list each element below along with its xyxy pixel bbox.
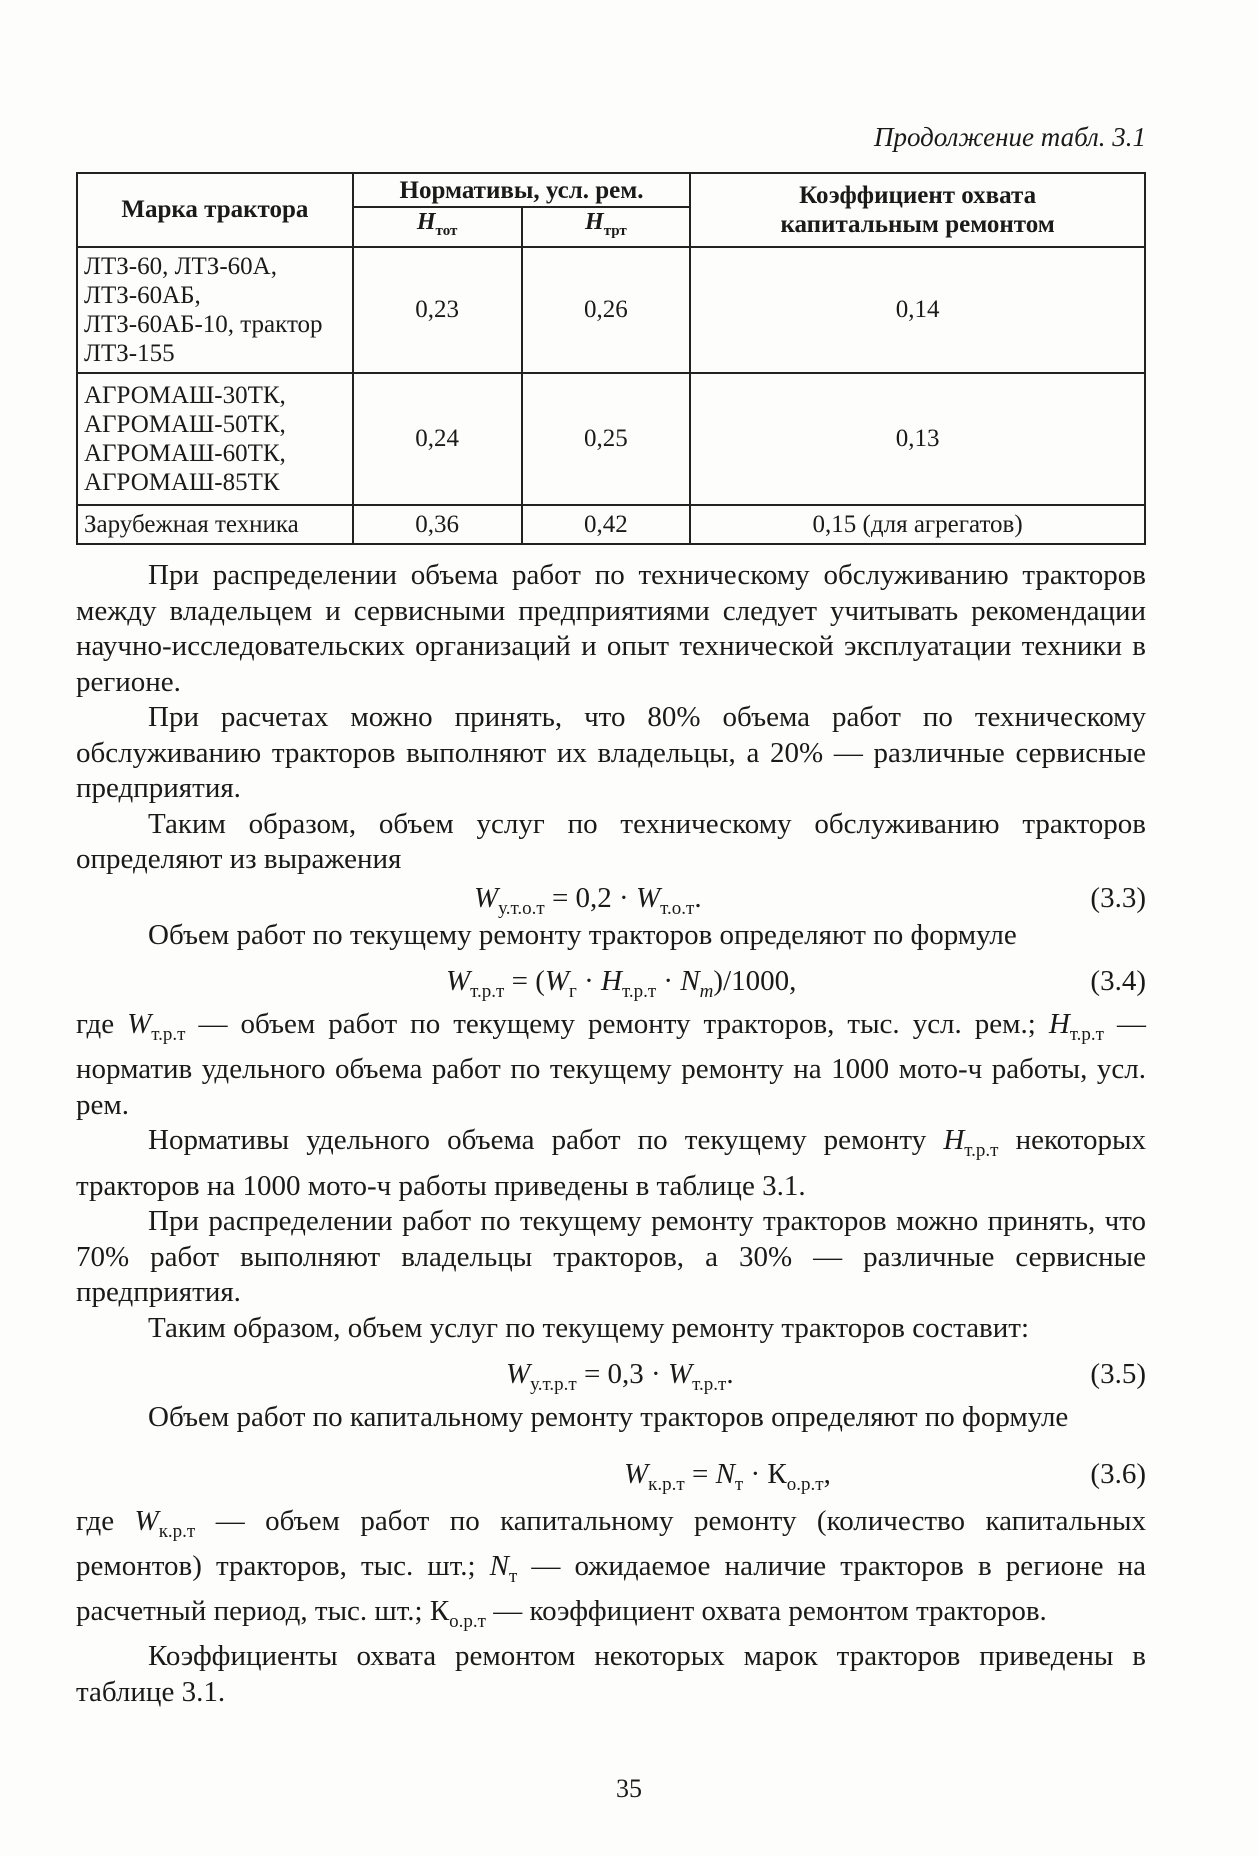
cell-h-tot: 0,24 (353, 373, 522, 505)
paragraph: Таким образом, объем услуг по техническому обслуживанию тракторов определяют из выражения (76, 807, 1146, 875)
header-h-trt: $Н_{трт}$ (522, 207, 691, 247)
formula-3-5: $W_{у.т.р.т} = 0,3 \cdot W_{т.р.т}$. (3.5) (76, 1354, 1146, 1394)
page-number: 35 (616, 1774, 642, 1803)
paragraph: Объем работ по капитальному ремонту тракторов определяют по формуле (148, 1401, 1069, 1434)
formula-3-4: $W_{т.р.т} = (W_г \cdot Н_{т.р.т} \cdot N_m)/1000$, (3.4) (76, 961, 1146, 1001)
formula-number: (3.5) (1090, 1358, 1146, 1391)
cell-h-trt: 0,26 (522, 247, 691, 373)
cell-brand: ЛТЗ-60, ЛТЗ-60А, ЛТЗ-60АБ, ЛТЗ-60АБ-10, трактор ЛТЗ-155 (77, 247, 353, 373)
paragraph: При распределении работ по текущему ремонту тракторов можно принять, что 70% работ выполняют владельцы тракторов, а 30% — различные сервисные предприятия. (76, 1205, 1146, 1309)
header-norms: Нормативы, усл. рем. (353, 173, 691, 207)
table-row (77, 505, 1145, 544)
body-text (76, 558, 1146, 1710)
cell-brand: Зарубежная техника (77, 505, 353, 544)
paragraph: Коэффициенты охвата ремонтом некоторых марок тракторов приведены в таблице 3.1. (76, 1640, 1146, 1708)
formula-number: (3.6) (1090, 1457, 1146, 1490)
paragraph: где $W_{к.р.т}$ — объем работ по капитальному ремонту (количество капитальных ремонтов) тракторов, тыс. шт.; $N_т$ — ожидаемое наличие тракторов в регионе на расчетный период, тыс. шт.; $К_{о.р.т}$ — коэффициент охвата ремонтом тракторов. (76, 1504, 1146, 1632)
table-row (77, 373, 1145, 505)
header-brand: Марка трактора (77, 173, 353, 247)
header-coef: Коэффициент охвата капитальным ремонтом (690, 173, 1145, 247)
paragraph: При расчетах можно принять, что 80% объема работ по техническому обслуживанию тракторов выполняют их владельцы, а 20% — различные сервисные предприятия. (76, 701, 1146, 804)
cell-h-trt: 0,42 (522, 505, 691, 544)
formula-3-6: $W_{к.р.т} = N_т \cdot К_{о.р.т}$, (3.6) (76, 1454, 1146, 1494)
table-row (77, 247, 1145, 373)
cell-coef: 0,14 (690, 247, 1145, 373)
cell-h-trt: 0,25 (522, 373, 691, 505)
cell-coef: 0,13 (690, 373, 1145, 505)
cell-coef: 0,15 (для агрегатов) (690, 505, 1145, 544)
formula-number: (3.3) (1090, 881, 1146, 914)
header-h-tot: $Н_{тот}$ (353, 207, 522, 247)
paragraph: Нормативы удельного объема работ по текущему ремонту $Н_{т.р.т}$ некоторых тракторов на 1000 мото-ч работы приведены в таблице 3.1. (76, 1124, 1147, 1202)
paragraph: Объем работ по текущему ремонту тракторов определяют по формуле (148, 918, 1017, 951)
cell-h-tot: 0,23 (353, 247, 522, 373)
cell-h-tot: 0,36 (353, 505, 522, 544)
tractor-norms-table (76, 172, 1146, 545)
paragraph: где $W_{т.р.т}$ — объем работ по текущему ремонту тракторов, тыс. усл. рем.; $Н_{т.р.т}$ — норматив удельного объема работ по текущему ремонту на 1000 мото-ч работы, усл. рем. (76, 1008, 1146, 1121)
formula-number: (3.4) (1090, 965, 1146, 997)
table-continuation-label: Продолжение табл. 3.1 (873, 122, 1146, 152)
formula-3-3: $W_{у.т.о.т} = 0,2 \cdot W_{т.о.т}$. (3.3) (76, 878, 1146, 918)
cell-brand: АГРОМАШ-30ТК, АГРОМАШ-50ТК, АГРОМАШ-60ТК, АГРОМАШ-85ТК (77, 373, 353, 505)
paragraph: Таким образом, объем услуг по текущему ремонту тракторов составит: (148, 1311, 1030, 1344)
paragraph: При распределении объема работ по техническому обслуживанию тракторов между владельцем и сервисными предприятиями следует учитывать рекомендации научно-исследовательских организаций и опыт технической эксплуатации техники в регионе. (76, 559, 1146, 698)
